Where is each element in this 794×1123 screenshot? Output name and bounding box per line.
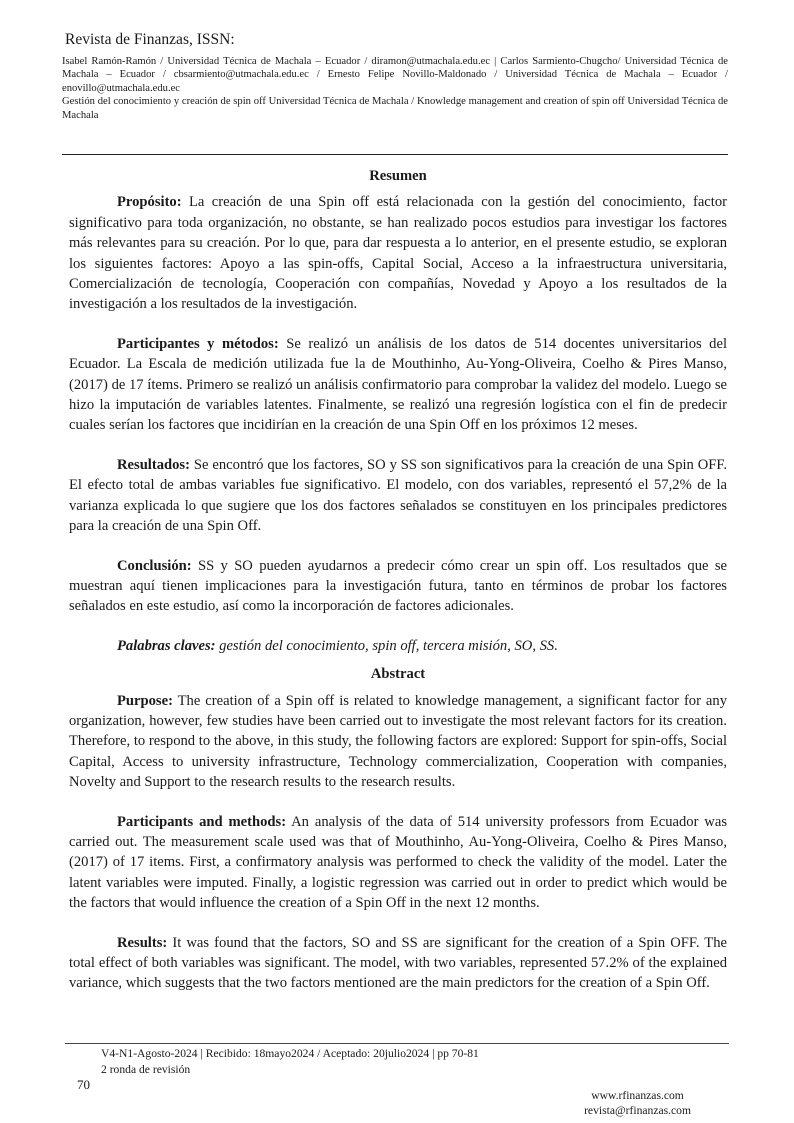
purpose-text: The creation of a Spin off is related to knowledge management, a significant factor for any organization, however, few studies have been carried out to investigate the most relevant factors for its creation. Therefore, to respond to the above, in this study, the following factors are explored: Support for spin-offs, Social Capital, Access to university infrastructure, Technology commercialization, Cooperation with companies, Novelty and Support to the research results to the research results. <box>69 692 727 791</box>
article-title-line: Gestión del conocimiento y creación de spin off Universidad Técnica de Machala / Knowledge management and creation of spin off Universidad Técnica de Machala <box>62 96 728 121</box>
resumen-heading: Resumen <box>369 168 427 184</box>
email-link[interactable]: revista@rfinanzas.com <box>584 1104 691 1117</box>
article-body <box>69 166 727 1013</box>
journal-title: Revista de Finanzas, ISSN: <box>65 31 235 48</box>
resultados-label: Resultados: <box>117 456 190 473</box>
metodos-text: Se realizó un análisis de los datos de 514 docentes universitarios del Ecuador. La Escala de medición utilizada fue la de Mouthinho, Au-Yong-Oliveira, Coelho & Pires Manso, (2017) de 17 ítems. Primero se realizó un análisis confirmatorio para comprobar la validez del modelo. Luego se hizo la imputación de variables latentes. Finalmente, se realizó una regresión logística con el fin de predecir cuales serían los factores que incidirían en la creación de una Spin Off en los próximos 12 meses. <box>69 335 727 434</box>
keywords-text: gestión del conocimiento, spin off, tercera misión, SO, SS. <box>215 637 558 654</box>
proposito-text: La creación de una Spin off está relacionada con la gestión del conocimiento, factor significativo para toda organización, no obstante, se han realizado pocos estudios para investigar los factores más relevantes para su creación. Por lo que, para dar respuesta a lo anterior, en el presente estudio, se exploran los siguientes factores: Apoyo a las spin-offs, Capital Social, Acceso a la infraestructura universitaria, Comercialización de tecnología, Cooperación con compañías, Novedad y Apoyo a los resultados de la investigación a los resultados de la investigación. <box>69 194 727 313</box>
conclusion-text: SS y SO pueden ayudarnos a predecir cómo crear un spin off. Los resultados que se muestran aquí tienen implicaciones para la investigación futura, tanto en términos de probar los factores señalados en este estudio, así como la incorporación de factores adicionales. <box>69 557 727 615</box>
header-divider <box>62 154 728 155</box>
abstract-purpose <box>69 691 727 793</box>
resumen-resultados <box>69 455 727 537</box>
palabras-claves <box>69 636 727 656</box>
keywords-label: Palabras claves: <box>117 637 216 654</box>
methods-label: Participants and methods: <box>117 813 287 830</box>
results-label: Results: <box>117 934 168 951</box>
journal-contact <box>584 1088 691 1118</box>
page-number: 70 <box>77 1077 90 1092</box>
purpose-label: Purpose: <box>117 692 173 709</box>
abstract-results <box>69 933 727 994</box>
abstract-heading: Abstract <box>370 666 426 683</box>
issue-info: V4-N1-Agosto-2024 | Recibido: 18mayo2024 / Aceptado: 20julio2024 | pp 70-81 <box>101 1047 479 1060</box>
proposito-label: Propósito: <box>117 194 182 211</box>
abstract-methods <box>69 812 727 914</box>
author-affiliations <box>62 55 728 122</box>
review-round: 2 ronda de revisión <box>101 1063 191 1076</box>
authors-line: Isabel Ramón-Ramón / Universidad Técnica de Machala – Ecuador / diramon@utmachala.edu.ec | Carlos Sarmiento-Chugcho/ Universidad Técnica de Machala – Ecuador / cbsarmiento@utmachala.edu.ec / Ernesto Felipe Novillo-Maldonado / Universidad Técnica de Machala – Ecuador / enovillo@utmachala.edu.ec <box>62 56 728 94</box>
methods-text: An analysis of the data of 514 university professors from Ecuador was carried out. The measurement scale used was that of Mouthinho, Au-Yong-Oliveira, Coelho & Pires Manso, (2017) of 17 items. First, a confirmatory analysis was performed to check the validity of the model. Later the latent variables were imputed. Finally, a logistic regression was carried out in order to predict which would be the factors that would influence the creation of a Spin Off in the next 12 months. <box>69 813 727 912</box>
conclusion-label: Conclusión: <box>117 557 192 574</box>
footer-divider <box>65 1043 729 1044</box>
resumen-conclusion <box>69 556 727 617</box>
resultados-text: Se encontró que los factores, SO y SS son significativos para la creación de una Spin OFF. El efecto total de ambas variables fue significativo. El modelo, con dos variables, representó el 57,2% de la varianza explicada lo que sugiere que los dos factores señalados se constituyen en los principales predictores para la creación de una Spin Off. <box>69 456 727 535</box>
resumen-metodos <box>69 334 727 436</box>
results-text: It was found that the factors, SO and SS are significant for the creation of a Spin OFF. The total effect of both variables was significant. The model, with two variables, represented 57.2% of the explained variance, which suggests that the two factors mentioned are the main predictors for the creation of a Spin Off. <box>69 934 727 992</box>
resumen-proposito <box>69 192 727 314</box>
metodos-label: Participantes y métodos: <box>117 335 279 352</box>
website-link[interactable]: www.rfinanzas.com <box>591 1089 684 1102</box>
